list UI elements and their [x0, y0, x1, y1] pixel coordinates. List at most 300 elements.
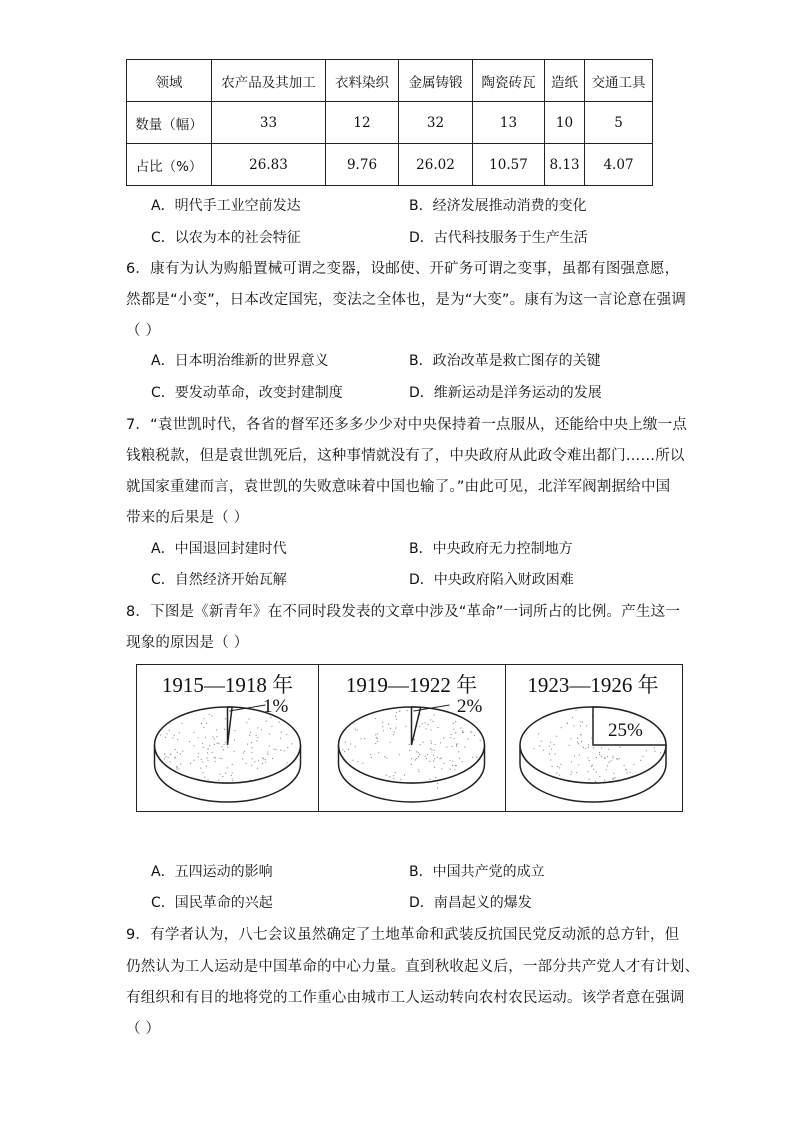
pie-speckle: [646, 750, 647, 751]
pie-speckle: [446, 747, 447, 748]
pie-speckle: [630, 772, 631, 773]
pie-speckle: [395, 772, 396, 773]
pie-speckle: [203, 718, 204, 719]
pie-speckle: [626, 769, 627, 770]
pie-speckle: [212, 752, 213, 753]
pie-speckle: [223, 744, 224, 745]
pie-speckle: [613, 756, 614, 757]
pie-speckle: [207, 752, 208, 753]
pie-speckle: [257, 768, 258, 769]
pie-speckle: [437, 783, 438, 784]
pie-speckle: [394, 731, 395, 732]
pie-speckle: [251, 747, 252, 748]
pie-speckle: [429, 761, 430, 762]
pie-speckle: [418, 756, 419, 757]
pie-speckle: [585, 748, 586, 749]
pie-speckle: [440, 742, 441, 743]
pie-speckle: [467, 738, 468, 739]
pie-speckle: [419, 771, 420, 772]
q6-option-a: A．日本明治维新的世界意义: [151, 353, 329, 369]
pie-speckle: [384, 756, 385, 757]
pie-speckle: [450, 737, 451, 738]
pie-speckle: [612, 779, 613, 780]
pie-speckle: [203, 747, 204, 748]
q8-stem-line: 现象的原因是（ ）: [126, 635, 249, 651]
q9-stem-line: 仍然认为工人运动是中国革命的中心力量。直到秋收起义后，一部分共产党人才有计划、: [126, 959, 700, 975]
pie-speckle: [231, 775, 232, 776]
pie-speckle: [247, 744, 248, 745]
pie-speckle: [375, 743, 376, 744]
pie-speckle: [200, 768, 201, 769]
pie-speckle: [232, 778, 233, 779]
pie-speckle: [190, 763, 191, 764]
pie-speckle: [214, 761, 215, 762]
pie-panel-2: [318, 665, 506, 811]
pie-speckle: [202, 743, 203, 744]
pie-speckle: [426, 728, 427, 729]
q7-stem-line: 就国家重建而言，袁世凯的失败意味着中国也输了。”由此可见，北洋军阀割据给中国: [126, 479, 671, 495]
pie-speckle: [194, 760, 195, 761]
pie-speckle: [169, 730, 170, 731]
pie-speckle: [452, 746, 453, 747]
pie-speckle: [411, 758, 412, 759]
table-cell: 10: [545, 102, 585, 144]
pie-speckle: [225, 742, 226, 743]
pie-speckle: [455, 732, 456, 733]
pie-speckle: [608, 762, 609, 763]
q8-option-d: D．南昌起义的爆发: [409, 895, 532, 911]
q9-stem-line: 有组织和有目的地将党的工作重心由城市工人运动转向农村农民运动。该学者意在强调: [126, 990, 685, 1006]
pie-speckle: [572, 717, 573, 718]
pie-speckle: [375, 718, 376, 719]
pie-speckle: [654, 751, 655, 752]
pie-speckle: [174, 757, 175, 758]
q9-stem-line: 9．有学者认为，八七会议虽然确定了土地革命和武装反抗国民党反动派的总方针，但: [126, 927, 680, 943]
table-cell: 8.13: [545, 144, 585, 186]
pie-speckle: [595, 781, 596, 782]
pie-speckle: [180, 753, 181, 754]
pie-speckle: [453, 723, 454, 724]
pie-speckle: [435, 744, 436, 745]
pie-speckle: [344, 751, 345, 752]
pie-speckle: [627, 772, 628, 773]
q8-option-c: C．国民革命的兴起: [151, 895, 273, 911]
pie-speckle: [257, 737, 258, 738]
pie-speckle: [422, 723, 423, 724]
pie-speckle: [388, 724, 389, 725]
pie-speckle: [218, 780, 219, 781]
pie-speckle: [633, 764, 634, 765]
pie-speckle: [582, 722, 583, 723]
pie-speckle: [232, 772, 233, 773]
pie-speckle: [596, 771, 597, 772]
pie-speckle: [411, 764, 412, 765]
pie-speckle: [576, 772, 577, 773]
pie-speckle: [234, 740, 235, 741]
pie-speckle: [209, 745, 210, 746]
pie-speckle: [614, 777, 615, 778]
pie-speckle: [400, 779, 401, 780]
q7-option-d: D．中央政府陷入财政困难: [409, 572, 574, 588]
pie-speckle: [286, 734, 287, 735]
pie-speckle: [212, 736, 213, 737]
pie-speckle: [234, 751, 235, 752]
q6-option-c: C．要发动革命，改变封建制度: [151, 385, 343, 401]
pie-speckle: [198, 737, 199, 738]
pie-speckle: [574, 755, 575, 756]
pie-speckle: [396, 712, 397, 713]
pie-title: 1919—1922 年: [345, 673, 478, 697]
pie-speckle: [224, 729, 225, 730]
pie-speckle: [223, 749, 224, 750]
pie-speckle: [434, 750, 435, 751]
pie-speckle: [443, 738, 444, 739]
pie-speckle: [660, 752, 661, 753]
pie-speckle: [198, 753, 199, 754]
pie-speckle: [570, 738, 571, 739]
pie-speckle: [556, 773, 557, 774]
pie-speckle: [608, 749, 609, 750]
q5-option-b: B．经济发展推动消费的变化: [409, 198, 587, 214]
pie-speckle: [383, 730, 384, 731]
pie-speckle: [202, 761, 203, 762]
pie-speckle: [593, 747, 594, 748]
pie-speckle: [551, 748, 552, 749]
pie-speckle: [575, 710, 576, 711]
pie-label: 2%: [457, 696, 483, 717]
pie-speckle: [430, 729, 431, 730]
pie-speckle: [578, 743, 579, 744]
q5-option-a: A．明代手工业空前发达: [151, 198, 301, 214]
pie-speckle: [470, 731, 471, 732]
pie-speckle: [611, 760, 612, 761]
pie-speckle: [434, 767, 435, 768]
pie-speckle: [450, 768, 451, 769]
pie-speckle: [474, 735, 475, 736]
pie-speckle: [348, 749, 349, 750]
pie-speckle: [462, 730, 463, 731]
pie-speckle: [251, 765, 252, 766]
q7-option-c: C．自然经济开始瓦解: [151, 572, 287, 588]
pie-speckle: [386, 775, 387, 776]
pie-speckle: [211, 715, 212, 716]
pie-speckle: [433, 760, 434, 761]
pie-speckle: [216, 736, 217, 737]
pie-speckle: [539, 745, 540, 746]
pie-speckle: [571, 761, 572, 762]
pie-speckle: [219, 758, 220, 759]
q5-option-d: D．古代科技服务于生产生活: [409, 230, 588, 246]
pie-speckle: [206, 723, 207, 724]
pie-speckle: [452, 761, 453, 762]
pie-speckle: [458, 751, 459, 752]
pie-speckle: [386, 758, 387, 759]
pie-speckle: [281, 732, 282, 733]
pie-speckle: [581, 734, 582, 735]
pie-speckle: [242, 758, 243, 759]
pie-speckle: [160, 734, 161, 735]
pie-speckle: [390, 728, 391, 729]
data-table: [126, 59, 653, 186]
pie-speckle: [559, 775, 560, 776]
q7-stem-line: 7．“袁世凯时代，各省的督军还多多少少对中央保持着一点服从，还能给中央上缴一点: [126, 417, 688, 433]
pie-speckle: [201, 759, 202, 760]
pie-speckle: [232, 764, 233, 765]
pie-speckle: [580, 725, 581, 726]
pie-speckle: [452, 765, 453, 766]
pie-speckle: [453, 729, 454, 730]
pie-speckle: [579, 754, 580, 755]
pie-label: 1%: [263, 696, 289, 717]
pie-speckle: [612, 757, 613, 758]
pie-speckle: [265, 762, 266, 763]
pie-speckle: [207, 757, 208, 758]
pie-speckle: [251, 752, 252, 753]
q8-stem-line: 8．下图是《新青年》在不同时段发表的文章中涉及“革命”一词所占的比例。产生这一: [126, 604, 681, 620]
table-cell: 13: [473, 102, 545, 144]
pie-speckle: [256, 740, 257, 741]
pie-speckle: [221, 758, 222, 759]
table-header-cell: 领域: [127, 60, 212, 102]
pie-speckle: [573, 725, 574, 726]
pie-speckle: [286, 762, 287, 763]
pie-speckle: [280, 750, 281, 751]
pie-speckle: [454, 769, 455, 770]
pie-speckle: [395, 716, 396, 717]
pie-speckle: [455, 765, 456, 766]
pie-speckle: [256, 735, 257, 736]
pie-speckle: [165, 737, 166, 738]
pie-speckle: [437, 788, 438, 789]
pie-speckle: [586, 725, 587, 726]
table-cell: 33: [212, 102, 326, 144]
pie-speckle: [180, 763, 181, 764]
pie-speckle: [460, 727, 461, 728]
pie-speckle: [214, 744, 215, 745]
pie-speckle: [419, 726, 420, 727]
q8-option-b: B．中国共产党的成立: [409, 864, 545, 880]
pie-speckle: [480, 740, 481, 741]
pie-speckle: [280, 738, 281, 739]
pie-speckle: [221, 746, 222, 747]
pie-speckle: [441, 768, 442, 769]
table-cell: 26.02: [399, 144, 473, 186]
pie-speckle: [431, 743, 432, 744]
pie-speckle: [287, 747, 288, 748]
pie-speckle: [601, 747, 602, 748]
pie-speckle: [393, 775, 394, 776]
pie-speckle: [355, 729, 356, 730]
pie-speckle: [225, 773, 226, 774]
pie-speckle: [375, 734, 376, 735]
pie-chart-figure: [136, 664, 683, 812]
pie-speckle: [432, 721, 433, 722]
pie-speckle: [449, 760, 450, 761]
table-cell: 4.07: [585, 144, 653, 186]
pie-speckle: [266, 721, 267, 722]
pie-speckle: [409, 744, 410, 745]
pie-speckle: [177, 767, 178, 768]
pie-chart-3: [505, 665, 681, 811]
pie-speckle: [219, 774, 220, 775]
pie-speckle: [599, 754, 600, 755]
pie-speckle: [206, 766, 207, 767]
pie-speckle: [218, 743, 219, 744]
pie-speckle: [426, 758, 427, 759]
table-header-cell: 农产品及其加工: [212, 60, 326, 102]
pie-speckle: [232, 780, 233, 781]
pie-speckle: [581, 741, 582, 742]
pie-speckle: [592, 765, 593, 766]
pie-speckle: [433, 755, 434, 756]
pie-speckle: [257, 727, 258, 728]
pie-speckle: [272, 758, 273, 759]
pie-speckle: [377, 733, 378, 734]
pie-speckle: [557, 766, 558, 767]
pie-speckle: [182, 751, 183, 752]
pie-speckle: [462, 761, 463, 762]
pie-speckle: [431, 749, 432, 750]
pie-speckle: [389, 742, 390, 743]
pie-speckle: [243, 753, 244, 754]
pie-speckle: [166, 733, 167, 734]
pie-speckle: [599, 776, 600, 777]
pie-speckle: [437, 757, 438, 758]
table-row: [127, 102, 653, 144]
pie-speckle: [355, 746, 356, 747]
pie-speckle: [345, 742, 346, 743]
pie-speckle: [244, 751, 245, 752]
pie-speckle: [596, 757, 597, 758]
pie-speckle: [214, 738, 215, 739]
q6-stem-line: 然都是“小变”，日本改定国宪，变法之全体也，是为“大变”。康有为这一言论意在强调: [126, 292, 687, 308]
pie-speckle: [393, 778, 394, 779]
pie-speckle: [415, 759, 416, 760]
pie-chart-2: [318, 665, 505, 811]
pie-speckle: [201, 723, 202, 724]
table-cell: 10.57: [473, 144, 545, 186]
pie-speckle: [443, 763, 444, 764]
pie-speckle: [434, 758, 435, 759]
pie-speckle: [371, 757, 372, 758]
pie-speckle: [404, 774, 405, 775]
pie-speckle: [364, 738, 365, 739]
pie-speckle: [425, 722, 426, 723]
pie-speckle: [258, 760, 259, 761]
q6-stem-line: （ ）: [126, 323, 161, 339]
table-header-cell: 造纸: [545, 60, 585, 102]
pie-speckle: [267, 751, 268, 752]
pie-speckle: [215, 757, 216, 758]
q5-option-c: C．以农为本的社会特征: [151, 230, 301, 246]
pie-speckle: [588, 747, 589, 748]
pie-speckle: [267, 754, 268, 755]
pie-speckle: [382, 726, 383, 727]
pie-speckle: [177, 752, 178, 753]
pie-speckle: [377, 738, 378, 739]
pie-speckle: [580, 721, 581, 722]
pie-speckle: [279, 722, 280, 723]
pie-speckle: [350, 743, 351, 744]
pie-speckle: [396, 719, 397, 720]
pie-speckle: [607, 765, 608, 766]
pie-speckle: [549, 754, 550, 755]
q6-option-d: D．维新运动是洋务运动的发展: [409, 385, 602, 401]
pie-speckle: [174, 735, 175, 736]
pie-speckle: [459, 758, 460, 759]
pie-speckle: [619, 747, 620, 748]
table-header-cell: 交通工具: [585, 60, 653, 102]
q7-stem-line: 带来的后果是（ ）: [126, 510, 249, 526]
pie-speckle: [550, 742, 551, 743]
pie-chart-1: [137, 665, 318, 811]
pie-speckle: [569, 745, 570, 746]
pie-speckle: [207, 760, 208, 761]
pie-speckle: [177, 739, 178, 740]
pie-speckle: [457, 743, 458, 744]
pie-speckle: [599, 752, 600, 753]
pie-speckle: [208, 779, 209, 780]
pie-speckle: [362, 763, 363, 764]
pie-speckle: [271, 726, 272, 727]
pie-speckle: [555, 753, 556, 754]
pie-speckle: [437, 727, 438, 728]
pie-speckle: [593, 769, 594, 770]
pie-speckle: [642, 756, 643, 757]
pie-speckle: [204, 777, 205, 778]
pie-speckle: [564, 779, 565, 780]
table-row: [127, 144, 653, 186]
pie-speckle: [170, 761, 171, 762]
pie-speckle: [556, 736, 557, 737]
pie-speckle: [254, 761, 255, 762]
pie-panel-3: [505, 665, 681, 811]
pie-speckle: [616, 758, 617, 759]
pie-speckle: [571, 771, 572, 772]
pie-speckle: [456, 746, 457, 747]
q7-option-a: A．中国退回封建时代: [151, 541, 287, 557]
pie-speckle: [208, 748, 209, 749]
pie-speckle: [246, 763, 247, 764]
pie-speckle: [261, 729, 262, 730]
pie-speckle: [591, 766, 592, 767]
table-header-row: [127, 60, 653, 102]
pie-speckle: [225, 718, 226, 719]
table-cell: 9.76: [326, 144, 399, 186]
pie-speckle: [393, 734, 394, 735]
pie-speckle: [455, 721, 456, 722]
pie-speckle: [251, 742, 252, 743]
pie-speckle: [578, 764, 579, 765]
pie-speckle: [534, 748, 535, 749]
pie-speckle: [654, 748, 655, 749]
pie-speckle: [541, 741, 542, 742]
q9-stem-line: （ ）: [126, 1021, 161, 1037]
pie-speckle: [222, 776, 223, 777]
pie-speckle: [550, 759, 551, 760]
pie-speckle: [589, 760, 590, 761]
pie-speckle: [263, 758, 264, 759]
pie-speckle: [567, 723, 568, 724]
pie-speckle: [423, 742, 424, 743]
pie-speckle: [193, 745, 194, 746]
pie-speckle: [454, 738, 455, 739]
pie-speckle: [227, 767, 228, 768]
pie-speckle: [604, 757, 605, 758]
pie-speckle: [249, 735, 250, 736]
pie-speckle: [476, 757, 477, 758]
pie-speckle: [357, 730, 358, 731]
